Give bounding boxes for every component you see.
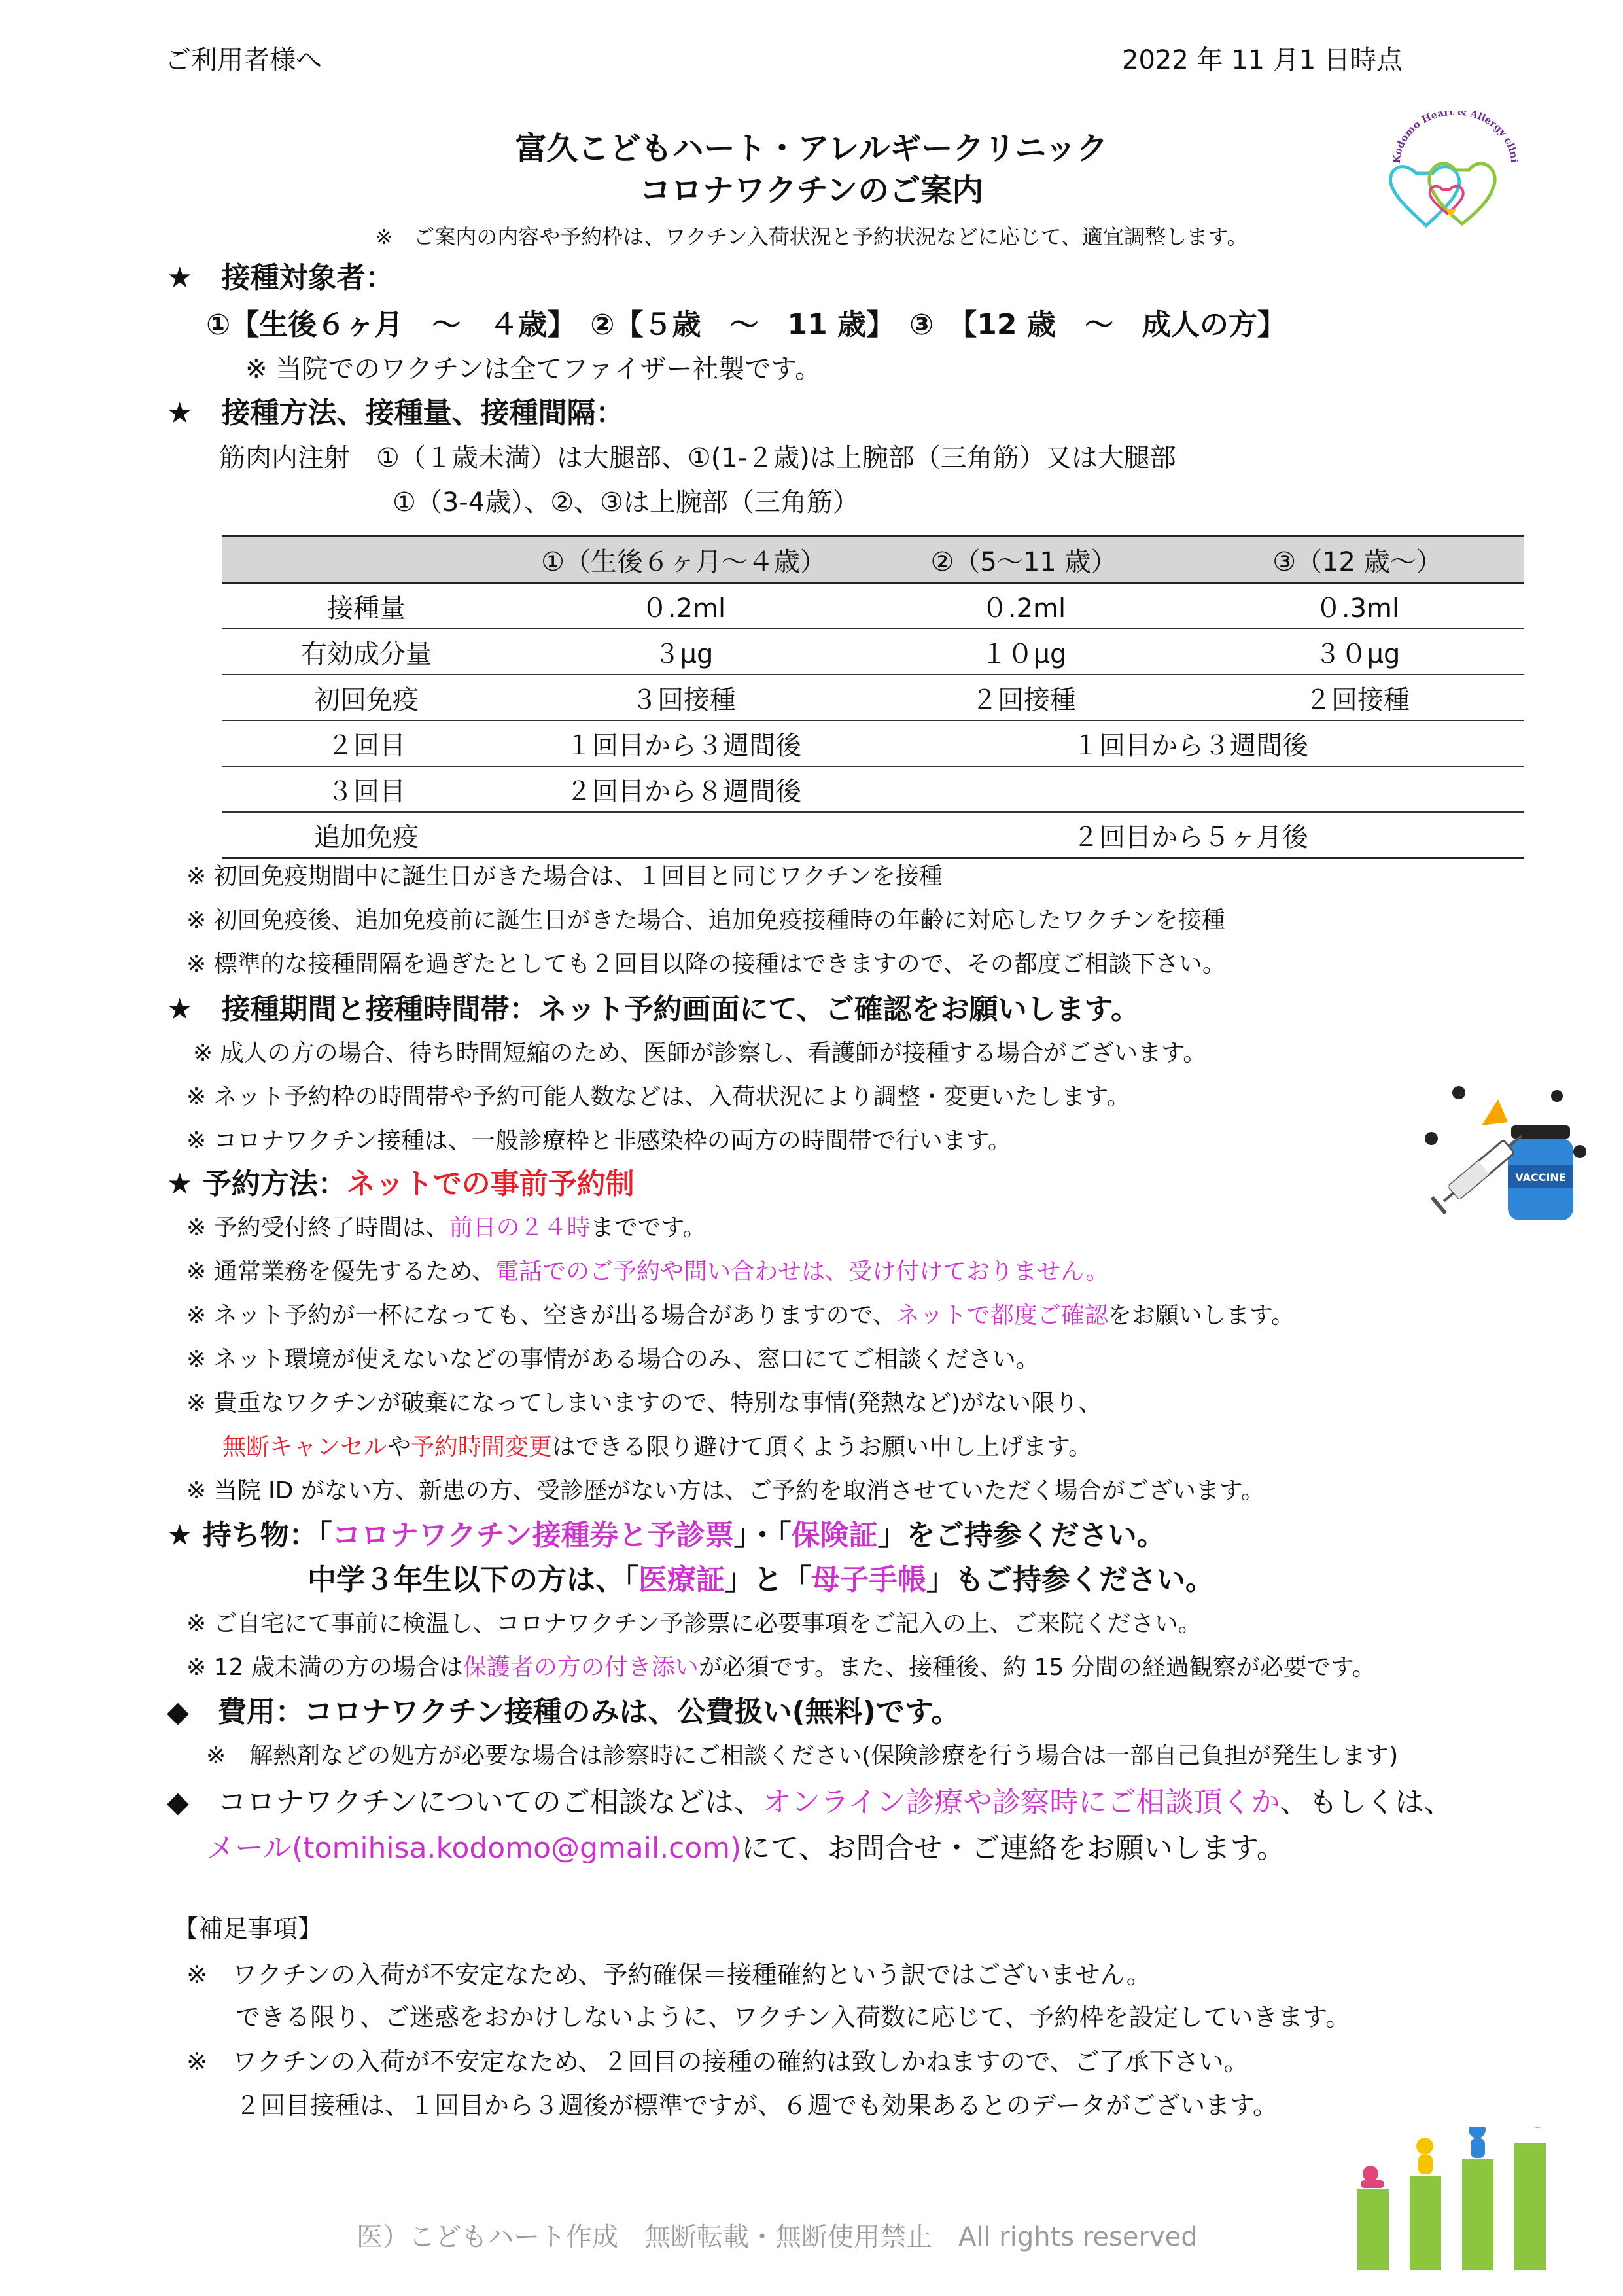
table-cell: １回目から３週間後 <box>510 720 857 766</box>
table-row <box>222 720 1524 766</box>
note-highlight: ネットで都度ご確認 <box>896 1302 1108 1329</box>
table-cell: 有効成分量 <box>222 629 510 675</box>
reservation-note <box>186 1301 1295 1330</box>
table-header-cell <box>222 537 510 583</box>
table-row <box>222 629 1524 675</box>
items-highlight: コロナワクチン接種券と予診票 <box>332 1519 734 1552</box>
reservation-heading-prefix: ★ 予約方法： <box>167 1167 347 1201</box>
table-cell: ２回目から５ヶ月後 <box>857 812 1524 858</box>
table-note: ※ 標準的な接種間隔を過ぎたとしても２回目以降の接種はできますので、その都度ご相談下さい。 <box>186 951 1226 978</box>
table-cell: ３回接種 <box>510 675 857 720</box>
table-header-row <box>222 537 1524 583</box>
growing-children-icon <box>1341 2127 1583 2270</box>
section-method-heading: ★ 接種方法、接種量、接種間隔： <box>167 397 625 430</box>
note-text: ※ 予約受付終了時間は、 <box>186 1214 449 1241</box>
table-cell: １０μg <box>857 629 1191 675</box>
supplement-line: できる限り、ご迷惑をおかけしないように、ワクチン入荷数に応じて、予約枠を設定していきます。 <box>236 2003 1351 2032</box>
consult-text: にて、お問合せ・ご連絡をお願いします。 <box>741 1831 1285 1865</box>
reservation-note: ※ 当院 ID がない方、新患の方、受診歴がない方は、ご予約を取消させていただく場合がございます。 <box>186 1477 1265 1504</box>
note-text: ※ ネット予約が一杯になっても、空きが出る場合がありますので、 <box>186 1302 896 1329</box>
note-text: や <box>387 1434 411 1460</box>
items-note <box>186 1653 1376 1682</box>
consult-text: 、もしくは、 <box>1280 1786 1453 1819</box>
target-groups: ①【生後６ヶ月 ～ ４歳】 ②【５歳 ～ 11 歳】 ③ 【12 歳 ～ 成人の方】 <box>206 308 1286 342</box>
table-cell: 接種量 <box>222 583 510 629</box>
table-note: ※ 初回免疫後、追加免疫前に誕生日がきた場合、追加免疫接種時の年齢に対応したワクチンを接種 <box>186 907 1225 934</box>
note-red: 無断キャンセル <box>222 1434 388 1460</box>
table-cell: ０.2ml <box>857 583 1191 629</box>
table-cell: ２回目から８週間後 <box>510 766 857 812</box>
note-text: はできる限り避けて頂くようお願い申し上げます。 <box>552 1434 1092 1460</box>
reservation-note: ※ 貴重なワクチンが破棄になってしまいますので、特別な事情(発熱など)がない限り、 <box>186 1390 1102 1417</box>
injection-site-line2: ①（3-4歳）、②、③は上腕部（三角筋） <box>393 487 859 518</box>
supplement-line: ２回目接種は、１回目から３週後が標準ですが、６週でも効果あるとのデータがございます。 <box>236 2091 1278 2120</box>
clinic-name: 富久こどもハート・アレルギークリニック <box>515 130 1108 167</box>
period-note: ※ コロナワクチン接種は、一般診療枠と非感染枠の両方の時間帯で行います。 <box>186 1127 1011 1154</box>
note-text: までです。 <box>590 1214 707 1241</box>
items-note: ※ ご自宅にて事前に検温し、コロナワクチン予診票に必要事項をご記入の上、ご来院ください。 <box>186 1610 1202 1637</box>
section-cost-heading: ◆ 費用：コロナワクチン接種のみは、公費扱い(無料)です。 <box>167 1695 960 1729</box>
table-row <box>222 675 1524 720</box>
table-cell <box>510 812 857 858</box>
table-cell: ３μg <box>510 629 857 675</box>
cost-note: ※ 解熱剤などの処方が必要な場合は診察時にご相談ください(保険診療を行う場合は一部自己負担が発生します) <box>206 1742 1399 1769</box>
note-highlight: 前日の２４時 <box>449 1214 591 1241</box>
table-header-cell: ③（12 歳～） <box>1191 537 1524 583</box>
table-cell: ３０μg <box>1191 629 1524 675</box>
dose-table <box>222 535 1524 859</box>
vaccine-illustration <box>1420 1073 1596 1224</box>
vaccine-label: VACCINE <box>1515 1171 1566 1184</box>
note-highlight: 電話でのご予約や問い合わせは、受け付けておりません。 <box>495 1258 1109 1285</box>
items-text: 」と「 <box>725 1563 811 1597</box>
table-cell <box>857 766 1524 812</box>
reservation-note: ※ ネット環境が使えないなどの事情がある場合のみ、窓口にてご相談ください。 <box>186 1346 1039 1373</box>
items-highlight: 母子手帳 <box>811 1563 926 1597</box>
section-target-heading: ★ 接種対象者： <box>167 261 394 294</box>
section-period-heading: ★ 接種期間と接種時間帯：ネット予約画面にて、ご確認をお願いします。 <box>167 993 1140 1026</box>
items-text: 」・「 <box>733 1519 792 1552</box>
note-highlight: 保護者の方の付き添い <box>462 1654 699 1681</box>
reservation-note <box>186 1258 1109 1286</box>
injection-site-line1: 筋肉内注射 ①（１歳未満）は大腿部、①(1-２歳)は上腕部（三角筋）又は大腿部 <box>219 443 1176 473</box>
table-header-cell: ①（生後６ヶ月～４歳） <box>510 537 857 583</box>
table-row <box>222 583 1524 629</box>
growth-illustration <box>1341 2127 1583 2270</box>
vaccine-syringe-icon <box>1420 1073 1596 1224</box>
period-note: ※ 成人の方の場合、待ち時間短縮のため、医師が診察し、看護師が接種する場合がございます。 <box>193 1040 1207 1067</box>
table-cell: 追加免疫 <box>222 812 510 858</box>
items-text: 中学３年生以下の方は、「 <box>307 1563 638 1597</box>
items-junior-line <box>307 1563 1214 1598</box>
table-cell: ２回目 <box>222 720 510 766</box>
table-cell: ３回目 <box>222 766 510 812</box>
consult-highlight: オンライン診療や診察時にご相談頂くか <box>762 1786 1280 1819</box>
table-cell: １回目から３週間後 <box>857 720 1524 766</box>
note-text: ※ 通常業務を優先するため、 <box>186 1258 496 1285</box>
table-cell: ２回接種 <box>1191 675 1524 720</box>
table-row <box>222 812 1524 858</box>
note-text: ※ 12 歳未満の方の場合は <box>186 1654 463 1681</box>
table-row <box>222 766 1524 812</box>
supplement-heading: 【補足事項】 <box>173 1915 323 1943</box>
items-text: ★ 持ち物：「 <box>167 1519 332 1552</box>
items-highlight: 医療証 <box>638 1563 725 1597</box>
section-reservation-heading <box>167 1167 635 1202</box>
table-header-cell: ②（5～11 歳） <box>857 537 1191 583</box>
note-text: が必須です。また、接種後、約 15 分間の経過観察が必要です。 <box>698 1654 1376 1681</box>
consultation-line1 <box>167 1785 1452 1820</box>
reservation-note <box>222 1433 1092 1462</box>
consultation-line2 <box>206 1831 1285 1866</box>
note-red: 予約時間変更 <box>411 1434 553 1460</box>
table-cell: ０.2ml <box>510 583 857 629</box>
supplement-line: ※ ワクチンの入荷が不安定なため、２回目の接種の確約は致しかねますので、ご了承下さい。 <box>186 2047 1249 2076</box>
pfizer-note: ※ 当院でのワクチンは全てファイザー社製です。 <box>245 354 822 384</box>
table-cell: ２回接種 <box>857 675 1191 720</box>
table-cell: ０.3ml <box>1191 583 1524 629</box>
consult-text: ◆ コロナワクチンについてのご相談などは、 <box>167 1786 763 1819</box>
clinic-logo <box>1380 111 1524 242</box>
svg-text:Kodomo Heart & Allergy clinic <box>1380 111 1520 164</box>
period-note: ※ ネット予約枠の時間帯や予約可能人数などは、入荷状況により調整・変更いたします。 <box>186 1084 1130 1110</box>
table-cell: 初回免疫 <box>222 675 510 720</box>
note-text: をお願いします。 <box>1108 1302 1295 1329</box>
page-title: コロナワクチンのご案内 <box>639 172 984 209</box>
hearts-logo-icon <box>1380 111 1524 242</box>
reservation-method: ネットでの事前予約制 <box>346 1167 635 1201</box>
items-highlight: 保険証 <box>791 1519 878 1552</box>
section-items-heading <box>167 1518 1166 1553</box>
table-note: ※ 初回免疫期間中に誕生日がきた場合は、１回目と同じワクチンを接種 <box>186 863 943 890</box>
footer-copyright: 医）こどもハート作成 無断転載・無断使用禁止 All rights reserved <box>357 2222 1198 2252</box>
contact-email[interactable]: メール(tomihisa.kodomo@gmail.com) <box>206 1831 742 1865</box>
supplement-line: ※ ワクチンの入荷が不安定なため、予約確保＝接種確約という訳ではございません。 <box>186 1960 1151 1989</box>
as-of-date: 2022 年 11 月1 日時点 <box>1122 45 1403 75</box>
items-text: 」をご持参ください。 <box>877 1519 1166 1552</box>
recipient-label: ご利用者様へ <box>165 45 322 75</box>
reservation-note <box>186 1214 707 1243</box>
items-text: 」もご持参ください。 <box>926 1563 1214 1597</box>
title-note: ※ ご案内の内容や予約枠は、ワクチン入荷状況と予約状況などに応じて、適宜調整します。 <box>375 224 1248 249</box>
logo-text: Kodomo Heart & Allergy clini <box>1390 111 1521 164</box>
